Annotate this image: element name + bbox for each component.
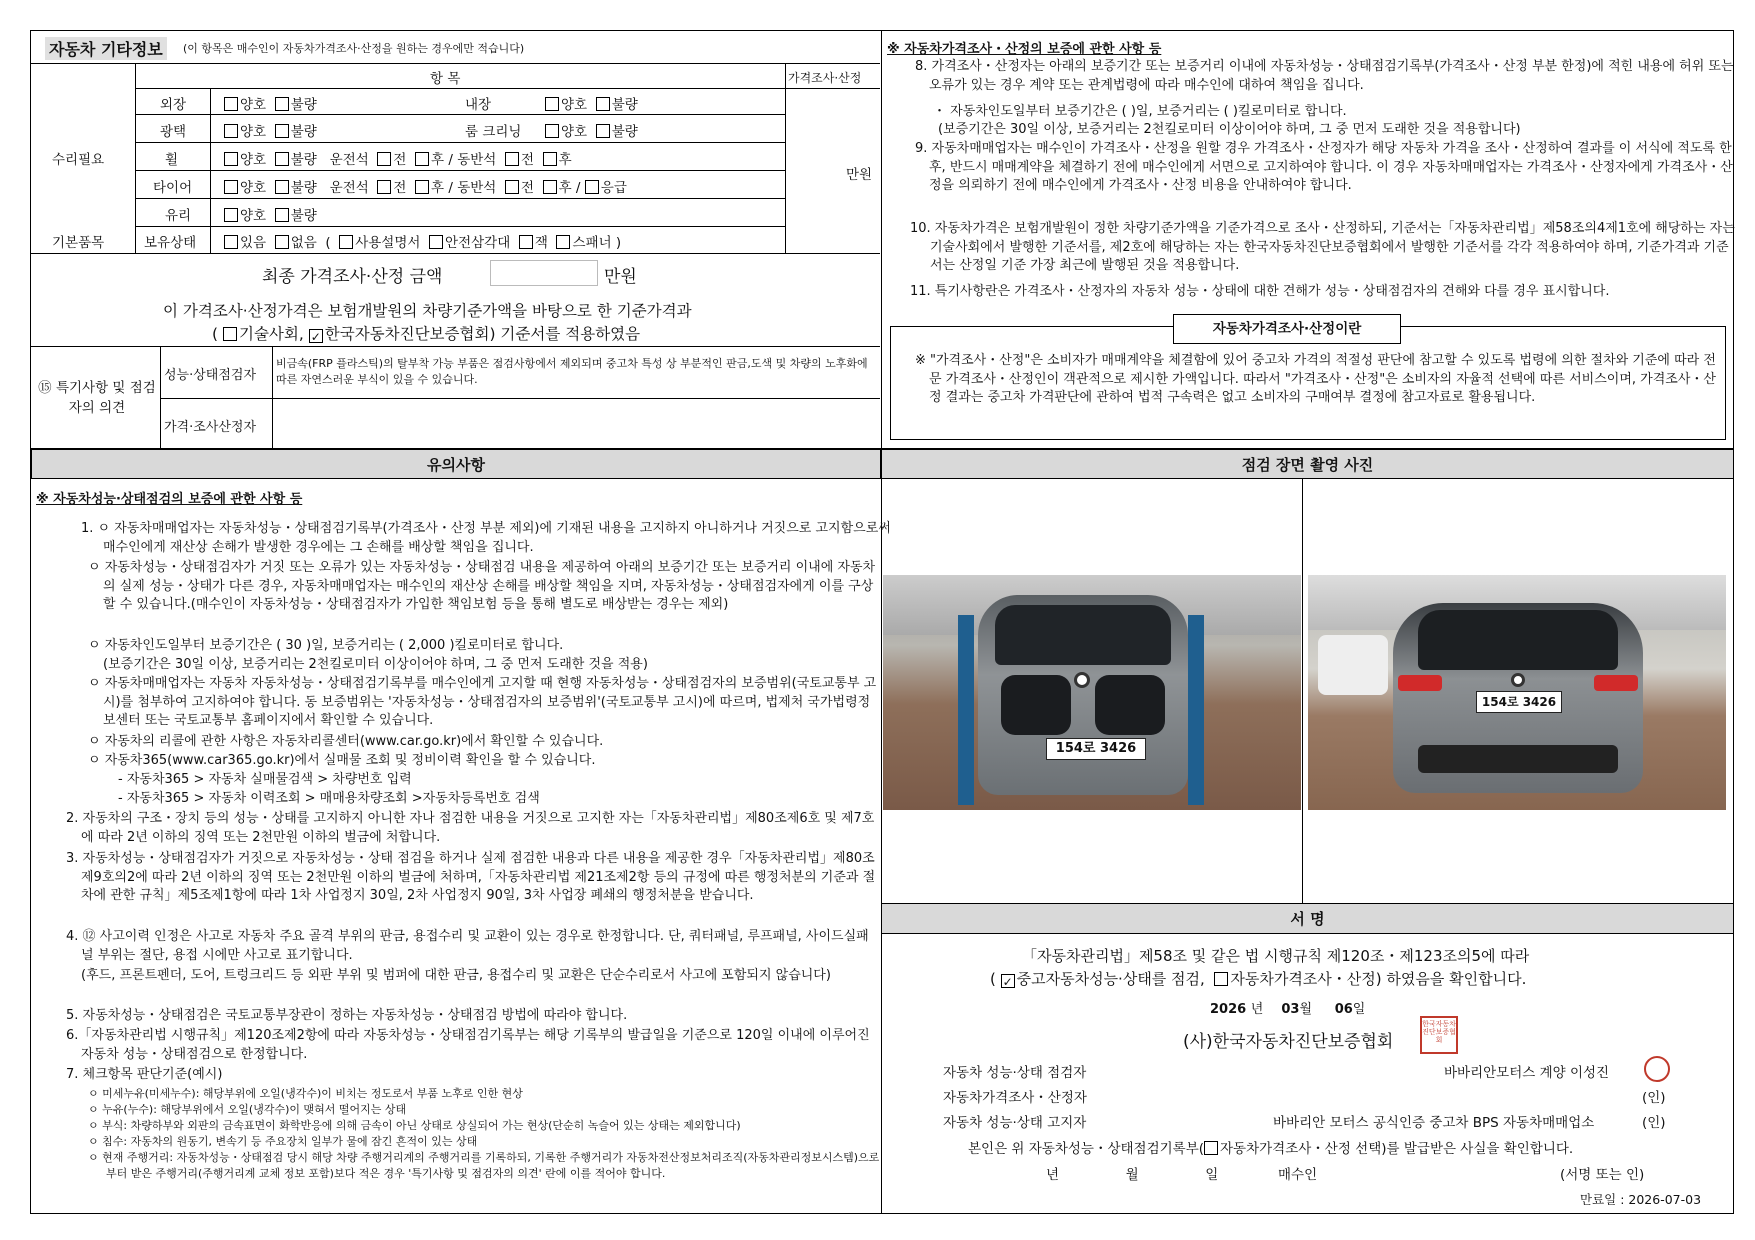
row-exterior-label: 외장 — [160, 97, 187, 113]
note-4b: (후드, 프론트펜더, 도어, 트렁크리드 등 외판 부위 및 범퍼에 대한 판금, 용접수리 및 교환은 단순수리로서 사고에 포함되지 않습니다) — [81, 968, 831, 983]
owned-yes-checkbox[interactable] — [224, 235, 238, 249]
repair-label: 수리필요 — [52, 152, 105, 168]
owned-no-checkbox[interactable] — [275, 235, 289, 249]
owned-jack-checkbox[interactable] — [519, 235, 533, 249]
right-p8b: ・ 자동차인도일부터 보증기간은 ( )일, 보증거리는 ( )킬로미터로 합니다. — [933, 104, 1347, 119]
right-heading: ※ 자동차가격조사・산정의 보증에 관한 사항 등 — [887, 42, 1162, 57]
glass-good-checkbox[interactable] — [224, 208, 238, 222]
basis-tech-checkbox[interactable] — [223, 327, 237, 341]
wheel-driver-front-checkbox[interactable] — [377, 152, 391, 166]
final-price-label: 최종 가격조사·산정 금액 — [262, 267, 443, 287]
wheel-good-checkbox[interactable] — [224, 152, 238, 166]
note-2: 2. 자동차의 구조・장치 등의 성능・상태를 고지하지 아니한 자나 점검한 내용을 거짓으로 고지한 자는「자동차관리법」제80조제6호 및 제7호에 따라 2년 이하의 징역 또는 2천만원 이하의 벌금에 처합니다. — [66, 811, 875, 845]
notifier-value: 바바리안 모터스 공식인증 중고차 BPS 자동차매매업소 — [1273, 1115, 1595, 1131]
col-price-header: 가격조사·산정 — [788, 71, 862, 85]
tire-bad-checkbox[interactable] — [275, 180, 289, 194]
photos-band: 점검 장면 촬영 사진 — [881, 449, 1734, 479]
inspector-seal — [1644, 1056, 1670, 1082]
gloss-options: 양호 불량 — [224, 120, 317, 140]
center-divider — [881, 30, 882, 1214]
wheel-passenger-front-checkbox[interactable] — [505, 152, 519, 166]
inspector-label: 자동차 성능·상태 점검자 — [943, 1065, 1087, 1081]
rear-car-photo — [1308, 575, 1726, 810]
notifier-label: 자동차 성능·상태 고지자 — [943, 1115, 1087, 1131]
front-license-plate: 154로 3426 — [1046, 738, 1146, 760]
pricer-seal: (인) — [1642, 1090, 1666, 1106]
note-3: 3. 자동차성능・상태점검자가 거짓으로 자동차성능・상태 점검을 하거나 실제 점검한 내용과 다른 내용을 제공한 경우「자동차관리법」제80조제9호의2에 따라 2년 이하의 징역 또는 2천만원 이하의 벌금에 처하며,「자동차관리법 제21조제2항 등의 규정에 따른 행정처분의 기준과 절차에 관한 규칙」제5조제1항에 따라 1차 사업정지 30일, 2차 사업정지 90일, 3차 사업장 폐쇄의 행정처분을 받습니다. — [66, 851, 876, 903]
right-p8c: (보증기간은 30일 이상, 보증거리는 2천킬로미터 이상이어야 하며, 그 중 먼저 도래한 것을 적용합니다) — [938, 122, 1521, 137]
note-1d: ㅇ 자동차매매업자는 자동차 자동차성능・상태점검기록부를 매수인에게 고지할 때 현행 자동차성능・상태점검자의 보증범위(국토교통부 고시)를 첨부하여 고지하여야 합니다. 동 보증범위는 '자동차성능・상태점검자의 보증범위'(국토교통부 고시)에 따르며, 법제처 국가법령정보센터 또는 국토교통부 홈페이지에서 확인할 수 있습니다. — [88, 676, 877, 728]
right-p10: 10. 자동차가격은 보험개발원이 정한 차량기준가액을 기준가격으로 조사・산정하되, 기준서는「자동차관리법」제58조의4제1호에 해당하는 자는 기술사회에서 발행한 기준서를, 제2호에 해당하는 자는 한국자동차진단보증협회에서 발행한 기준서를 각각 적용하여야 하며, 기준가격과 기준서는 산정일 기준 가장 최근에 발행된 것을 적용합니다. — [910, 221, 1735, 273]
owned-spanner-checkbox[interactable] — [556, 235, 570, 249]
price-unit: 만원 — [846, 167, 873, 183]
law-line: 「자동차관리법」제58조 및 같은 법 시행규칙 제120조・제123조의5에 따라 — [1022, 947, 1530, 965]
note-1b: ㅇ 자동차성능・상태점검자가 거짓 또는 오류가 있는 자동차성능・상태점검 내용을 제공하여 아래의 보증기간 또는 보증거리 이내에 자동차의 실제 성능・상태가 다른 경우, 자동차매매업자는 매수인의 재산상 손해를 배상할 책임을 지며, 자동차성능・상태점검자에게 이를 구상할 수 있습니다.(매수인이 자동차성능・상태점검자가 가입한 책임보험 등을 통해 별도로 배상받는 경우는 제외) — [88, 560, 876, 612]
gloss-good-checkbox[interactable] — [224, 124, 238, 138]
tire-driver-front-checkbox[interactable] — [377, 180, 391, 194]
interior-good-checkbox[interactable] — [545, 97, 559, 111]
row-owned-label: 보유상태 — [144, 235, 197, 251]
row-exterior — [160, 93, 186, 113]
row-interior-label: 내장 — [465, 97, 492, 113]
criteria-1: ㅇ 미세누유(미세누수): 해당부위에 오일(냉각수)이 비치는 정도로서 부품 노후로 인한 현상 — [88, 1087, 523, 1100]
confirm-line: ( ✓ 중고자동차성능·상태를 점검, 자동차가격조사・산정) 하였음을 확인합니다. — [990, 970, 1527, 989]
tire-passenger-front-checkbox[interactable] — [505, 180, 519, 194]
note-1e: ㅇ 자동차의 리콜에 관한 사항은 자동차리콜센터(www.car.go.kr)에서 확인할 수 있습니다. — [88, 734, 604, 749]
right-p11: 11. 특기사항란은 가격조사・산정자의 자동차 성능・상태에 대한 견해가 성능・상태점검자의 견해와 다를 경우 표시합니다. — [910, 284, 1610, 299]
row-gloss-label: 광택 — [160, 124, 187, 140]
exterior-options: 양호 불량 — [224, 93, 317, 113]
note-1c: ㅇ 자동차인도일부터 보증기간은 ( 30 )일, 보증거리는 ( 2,000 )킬로미터로 합니다. — [88, 638, 564, 653]
note-1f: ㅇ 자동차365(www.car365.go.kr)에서 실매물 조회 및 정비이력 확인을 할 수 있습니다. — [88, 753, 596, 768]
note-7: 7. 체크항목 판단기준(예시) — [66, 1067, 223, 1082]
sign-band: 서 명 — [881, 903, 1734, 934]
owned-triangle-checkbox[interactable] — [429, 235, 443, 249]
basis-line-1: 이 가격조사·산정가격은 보험개발원의 차량기준가액을 바탕으로 한 기준가격과 — [163, 302, 692, 320]
wheel-options: 양호 불량 운전석 전 후 / 동반석 전 후 — [224, 148, 572, 168]
wheel-driver-rear-checkbox[interactable] — [415, 152, 429, 166]
receipt-line: 본인은 위 자동차성능・상태점검기록부( 자동차가격조사・산정 선택)를 발급받은 사실을 확인합니다. — [968, 1141, 1574, 1157]
definition-box-text: ※ "가격조사・산정"은 소비자가 매매계약을 체결함에 있어 중고차 가격의 적절성 판단에 참고할 수 있도록 법령에 의한 절차와 기준에 따라 전문 가격조사・산정인이 객관적으로 제시한 가액입니다. 따라서 "가격조사・산정"은 소비자의 자율적 선택에 따른 서비스이며, 가격조사・산정 결과는 중고차 가격판단에 관하여 법적 구속력은 없고 소비자의 구매여부 결정에 참고자료로 활용됩니다. — [915, 353, 1716, 405]
notes-heading: ※ 자동차성능·상태점검의 보증에 관한 사항 등 — [36, 492, 303, 507]
association-stamp: 한국자동차진단보증협회 — [1420, 1016, 1458, 1054]
notes-band: 유의사항 — [31, 449, 881, 479]
row-wheel-label: 휠 — [165, 152, 179, 168]
tire-emergency-checkbox[interactable] — [585, 180, 599, 194]
notifier-seal: (인) — [1642, 1115, 1666, 1131]
note-4: 4. ⑫ 사고이력 인정은 사고로 자동차 주요 골격 부위의 판금, 용접수리 및 교환이 있는 경우로 한정합니다. 단, 쿼터패널, 루프패널, 사이드실패널 부위는 절단, 용접 시에만 사고로 표기합니다. — [66, 929, 869, 963]
pricer-label: 자동차가격조사・산정자 — [943, 1090, 1087, 1106]
row-tire-label: 타이어 — [153, 180, 193, 196]
tire-driver-rear-checkbox[interactable] — [415, 180, 429, 194]
title-bar — [31, 31, 880, 64]
room-cleaning-bad-checkbox[interactable] — [596, 124, 610, 138]
final-price-input[interactable] — [490, 260, 598, 286]
basis-kaia-checkbox[interactable]: ✓ — [310, 330, 321, 344]
glass-options: 양호 불량 — [224, 204, 317, 224]
note-5: 5. 자동차성능・상태점검은 국토교통부장관이 정하는 자동차성능・상태점검 방법에 따라야 합니다. — [66, 1008, 628, 1023]
criteria-4: ㅇ 침수: 자동차의 원동기, 변속기 등 주요장치 일부가 물에 잠긴 흔적이 있는 상태 — [88, 1135, 478, 1148]
note-1a: 1. ㅇ 자동차매매업자는 자동차성능・상태점검기록부(가격조사・산정 부분 제외)에 기재된 내용을 고지하지 아니하거나 거짓으로 고지함으로써 매수인에게 재산상 손해가 발생한 경우에는 그 손해를 배상할 책임을 집니다. — [81, 521, 891, 555]
special-perf-text: 비금속(FRP 플라스틱)의 탈부착 가능 부품은 점검사항에서 제외되며 중고차 특성 상 부분적인 판금,도색 및 차량의 노후화에 따른 자연스러운 부식이 있을 수 있습니다. — [276, 357, 868, 386]
owned-manual-checkbox[interactable] — [339, 235, 353, 249]
right-p8: 8. 가격조사・산정자는 아래의 보증기간 또는 보증거리 이내에 자동차성능・상태점검기록부(가격조사・산정 부분 한정)에 적힌 내용에 허위 또는 오류가 있는 경우 계약 또는 관계법령에 따라 매수인에 대하여 책임을 집니다. — [915, 59, 1734, 93]
rear-license-plate: 154로 3426 — [1476, 691, 1562, 713]
tire-options: 양호 불량 운전석 전 후 / 동반석 전 후 / 응급 — [224, 176, 627, 196]
tire-passenger-rear-checkbox[interactable] — [543, 180, 557, 194]
section-note: (이 항목은 매수인이 자동차가격조사·산정을 원하는 경우에만 적습니다) — [183, 42, 525, 55]
criteria-5: ㅇ 현재 주행거리: 자동차성능・상태점검 당시 해당 차량 주행거리계의 주행거리를 기록하되, 기록한 주행거리가 자동차전산정보처리조직(자동차관리정보시스템)으로부터 받은 주행거리(주행거리계 교체 정보 포함)보다 적은 경우 '특기사항 및 점검자의 의견' 란에 이를 적어야 합니다. — [88, 1151, 880, 1180]
interior-options: 양호 불량 — [545, 93, 638, 113]
special-label: ⑮ 특기사항 및 점검자의 의견 — [38, 380, 156, 416]
glass-bad-checkbox[interactable] — [275, 208, 289, 222]
note-1h: - 자동차365 > 자동차 이력조회 > 매매용차량조회 >자동차등록번호 검색 — [118, 791, 540, 806]
room-cleaning-options: 양호 불량 — [545, 120, 638, 140]
note-1g: - 자동차365 > 자동차 실매물검색 > 차량번호 입력 — [118, 772, 412, 787]
tire-good-checkbox[interactable] — [224, 180, 238, 194]
criteria-2: ㅇ 누유(누수): 해당부위에서 오일(냉각수)이 맺혀서 떨어지는 상태 — [88, 1103, 407, 1116]
confirm-price-checkbox[interactable] — [1214, 972, 1228, 986]
interior-bad-checkbox[interactable] — [596, 97, 610, 111]
note-1c2: (보증기간은 30일 이상, 보증거리는 2천킬로미터 이상이어야 하며, 그 중 먼저 도래한 것을 적용) — [103, 657, 648, 672]
criteria-3: ㅇ 부식: 차량하부와 외판의 금속표면이 화학반응에 의해 금속이 아닌 상태로 상실되어 가는 현상(단순히 녹슬어 있는 상태는 제외합니다) — [88, 1119, 741, 1132]
exterior-bad-checkbox[interactable] — [275, 97, 289, 111]
buyer-label: 매수인 — [1278, 1167, 1318, 1183]
owned-options: 있음 없음 ( 사용설명서 안전삼각대 잭 스패너 ) — [224, 231, 621, 251]
basis-line-2: ( 기술사회, ✓ 한국자동차진단보증협회) 기준서를 적용하였음 — [212, 325, 641, 344]
expiry-date: 만료일 : 2026-07-03 — [1580, 1192, 1702, 1207]
definition-box-title: 자동차가격조사·산정이란 — [1173, 314, 1401, 344]
gloss-bad-checkbox[interactable] — [275, 124, 289, 138]
room-cleaning-good-checkbox[interactable] — [545, 124, 559, 138]
exterior-good-checkbox[interactable] — [224, 97, 238, 111]
note-6: 6.「자동차관리법 시행규칙」제120조제2항에 따라 자동차성능・상태점검기록부는 해당 기록부의 발급일을 기준으로 120일 이내에 이루어진 자동차 성능・상태점검으로 한정합니다. — [66, 1028, 870, 1062]
special-perf-label: 성능·상태점검자 — [164, 368, 257, 383]
right-p9: 9. 자동차매매업자는 매수인이 가격조사・산정을 원할 경우 가격조사・산정자가 해당 자동차 가격을 조사・산정하여 결과를 이 서식에 적도록 한 후, 반드시 매매계약을 체결하기 전에 매수인에게 서면으로 고지하여야 합니다. 이 경우 자동차매매업자는 가격조사・산정자에게 가격조사・산정을 의뢰하기 전에 매수인에게 가격조사・산정 비용을 안내하여야 합니다. — [915, 141, 1733, 193]
row-room-cleaning-label: 룸 크리닝 — [465, 124, 522, 140]
sign-date: 2026 년 03월 06일 — [1210, 1002, 1366, 1017]
confirm-performance-checkbox[interactable]: ✓ — [1002, 975, 1013, 989]
special-price-label: 가격·조사산정자 — [164, 420, 257, 435]
receipt-price-checkbox[interactable] — [1204, 1141, 1218, 1155]
final-price-unit: 만원 — [604, 267, 637, 287]
col-item-header: 항 목 — [430, 71, 461, 87]
wheel-bad-checkbox[interactable] — [275, 152, 289, 166]
front-car-photo — [883, 575, 1301, 810]
buyer-sign: (서명 또는 인) — [1560, 1167, 1645, 1183]
wheel-passenger-rear-checkbox[interactable] — [543, 152, 557, 166]
basic-label: 기본품목 — [52, 235, 105, 251]
association-name: (사)한국자동차진단보증협회 — [1183, 1032, 1394, 1052]
section-title: 자동차 기타정보 — [45, 37, 167, 60]
buyer-date: 년 월 일 — [1046, 1167, 1219, 1183]
row-glass-label: 유리 — [165, 208, 192, 224]
inspector-value: 바바리안모터스 계양 이성진 — [1444, 1065, 1610, 1081]
